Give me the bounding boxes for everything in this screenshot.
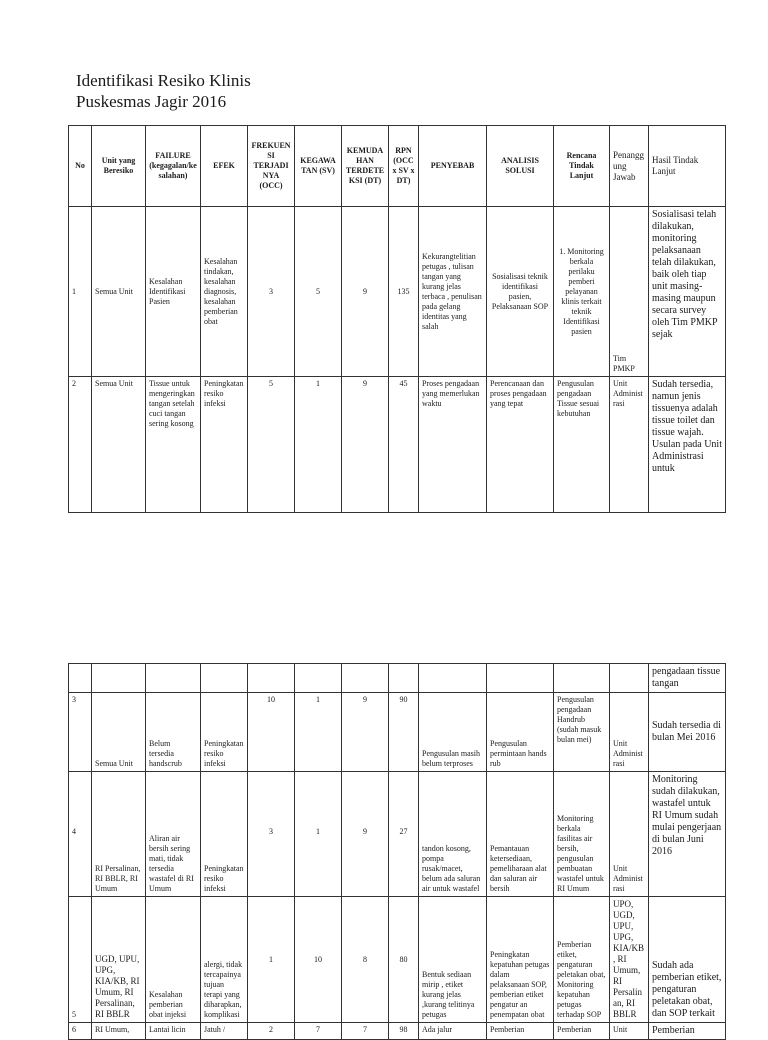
cell-occ: 3: [248, 772, 295, 897]
cell-dt: 9: [342, 207, 389, 377]
cell-analisis: Sosialisasi teknik identifikasi pasien, Pelaksanaan SOP: [487, 207, 554, 377]
cell-hasil: pengadaan tissue tangan: [649, 664, 726, 693]
header-no: No: [69, 126, 92, 207]
cell-analisis: Pemberian: [487, 1023, 554, 1040]
header-efek: EFEK: [201, 126, 248, 207]
cell-failure: Kesalahan pemberian obat injeksi: [146, 897, 201, 1023]
cell-unit: RI Umum,: [92, 1023, 146, 1040]
cell-efek: alergi, tidak tercapainya tujuan terapi yang diharapkan, komplikasi: [201, 897, 248, 1023]
header-rencana: Rencana Tindak Lanjut: [554, 126, 610, 207]
cell-unit: Semua Unit: [92, 207, 146, 377]
cell-no: 6: [69, 1023, 92, 1040]
cell-sv: 5: [295, 207, 342, 377]
cell-occ: 2: [248, 1023, 295, 1040]
table-row: [69, 693, 726, 772]
header-penyebab: PENYEBAB: [419, 126, 487, 207]
cell-sv: 10: [295, 897, 342, 1023]
cell-hasil: Sudah ada pemberian etiket, pengaturan peletakan obat, dan SOP terkait: [649, 897, 726, 1023]
cell-sv: 7: [295, 1023, 342, 1040]
cell-rpn: 80: [389, 897, 419, 1023]
table-row: [69, 772, 726, 897]
header-rpn: RPN (OCC x SV x DT): [389, 126, 419, 207]
cell-rpn: 135: [389, 207, 419, 377]
cell-penanggung: Unit Administrasi: [610, 377, 649, 513]
cell-failure: Lantai licin: [146, 1023, 201, 1040]
cell-rpn: 27: [389, 772, 419, 897]
cell-penanggung: Unit Administrasi: [610, 693, 649, 772]
header-failure: FAILURE (kegagalan/kesalahan): [146, 126, 201, 207]
cell-failure: Belum tersedia handscrub: [146, 693, 201, 772]
cell-dt: 7: [342, 1023, 389, 1040]
cell-penyebab: Proses pengadaan yang memerlukan waktu: [419, 377, 487, 513]
cell-penyebab: tandon kosong, pompa rusak/macet, belum ada saluran air untuk wastafel: [419, 772, 487, 897]
cell-dt: 8: [342, 897, 389, 1023]
table-row: [69, 377, 726, 513]
cell-rencana: Pengusulan pengadaan Handrub (sudah masuk bulan mei): [554, 693, 610, 772]
cell-penyebab: Ada jalur: [419, 1023, 487, 1040]
cell-dt: 9: [342, 772, 389, 897]
cell-analisis: Perencanaan dan proses pengadaan yang tepat: [487, 377, 554, 513]
page-title: [76, 70, 251, 112]
table-row: [69, 1023, 726, 1040]
cell-efek: Jatuh /: [201, 1023, 248, 1040]
cell-no: 2: [69, 377, 92, 513]
cell-failure: Kesalahan Identifikasi Pasien: [146, 207, 201, 377]
cell-unit: Semua Unit: [92, 693, 146, 772]
cell-no: 1: [69, 207, 92, 377]
cell-no: 5: [69, 897, 92, 1023]
cell-efek: Peningkatan resiko infeksi: [201, 377, 248, 513]
cell-rencana: Monitoring berkala fasilitas air bersih, pengusulan pembuatan wastafel untuk RI Umum: [554, 772, 610, 897]
cell-occ: 5: [248, 377, 295, 513]
cell-penyebab: Kekurangtelitian petugas , tulisan tangan yang kurang jelas terbaca , penulisan pada gelang identitas yang salah: [419, 207, 487, 377]
cell-analisis: Pengusulan permintaan hands rub: [487, 693, 554, 772]
table-header-row: [69, 126, 726, 207]
cell-hasil: Pemberian: [649, 1023, 726, 1040]
cell-dt: 9: [342, 377, 389, 513]
cell-efek: Peningkatan resiko infeksi: [201, 772, 248, 897]
cell-penyebab: Pengusulan masih belum terproses: [419, 693, 487, 772]
header-kegawatan: KEGAWATAN (SV): [295, 126, 342, 207]
cell-sv: 1: [295, 377, 342, 513]
cell-occ: 3: [248, 207, 295, 377]
risk-table-part-2: [68, 663, 726, 1040]
cell-rencana: Pemberian etiket, pengaturan peletakan obat, Monitoring kepatuhan petugas terhadap SOP: [554, 897, 610, 1023]
cell-occ: 1: [248, 897, 295, 1023]
cell-analisis: Peningkatan kepatuhan petugas dalam pelaksanaan SOP, pemberian etiket pengatur an penempatan obat: [487, 897, 554, 1023]
cell-hasil: Sosialisasi telah dilakukan, monitoring pelaksanaan telah dilakukan, baik oleh tiap unit masing-masing maupun secara survey oleh Tim PMKP sejak: [649, 207, 726, 377]
cell-rpn: 98: [389, 1023, 419, 1040]
cell-unit: UGD, UPU, UPG, KIA/KB, RI Umum, RI Persalinan, RI BBLR: [92, 897, 146, 1023]
cell-no: 4: [69, 772, 92, 897]
cell-penanggung: Tim PMKP: [610, 207, 649, 377]
cell-rencana: 1. Monitoring berkala perilaku pemberi pelayanan klinis terkait teknik Identifikasi pasien: [554, 207, 610, 377]
cell-failure: Aliran air bersih sering mati, tidak tersedia wastafel di RI Umum: [146, 772, 201, 897]
cell-penanggung: Unit Administrasi: [610, 772, 649, 897]
cell-unit: Semua Unit: [92, 377, 146, 513]
table-row: [69, 664, 726, 693]
cell-rpn: 90: [389, 693, 419, 772]
cell-penanggung: UPO, UGD, UPU, UPG, KIA/KB, RI Umum, RI Persalinan, RI BBLR: [610, 897, 649, 1023]
cell-hasil: Sudah tersedia, namun jenis tissuenya adalah tissue toilet dan tissue wajah. Usulan pada Unit Administrasi untuk: [649, 377, 726, 513]
header-frekuensi: FREKUENSI TERJADINYA (OCC): [248, 126, 295, 207]
cell-sv: 1: [295, 693, 342, 772]
cell-efek: Peningkatan resiko infeksi: [201, 693, 248, 772]
header-analisis: ANALISIS SOLUSI: [487, 126, 554, 207]
cell-rencana: Pemberian: [554, 1023, 610, 1040]
table-row: [69, 207, 726, 377]
title-line-2: Puskesmas Jagir 2016: [76, 92, 227, 111]
cell-unit: RI Persalinan, RI BBLR, RI Umum: [92, 772, 146, 897]
cell-rencana: Pengusulan pengadaan Tissue sesuai kebutuhan: [554, 377, 610, 513]
header-kemudahan: KEMUDAHAN TERDETEKSI (DT): [342, 126, 389, 207]
cell-penyebab: Bentuk sediaan mirip , etiket kurang jelas ,kurang telitinya petugas: [419, 897, 487, 1023]
cell-hasil: Sudah tersedia di bulan Mei 2016: [649, 693, 726, 772]
header-unit: Unit yang Beresiko: [92, 126, 146, 207]
cell-rpn: 45: [389, 377, 419, 513]
cell-sv: 1: [295, 772, 342, 897]
cell-penanggung: Unit: [610, 1023, 649, 1040]
cell-analisis: Pemantauan ketersediaan, pemeliharaan alat dan saluran air bersih: [487, 772, 554, 897]
cell-dt: 9: [342, 693, 389, 772]
table-row: [69, 897, 726, 1023]
cell-hasil: Monitoring sudah dilakukan, wastafel untuk RI Umum sudah mulai pengerjaan di bulan Juni 2016: [649, 772, 726, 897]
risk-table-part-1: [68, 125, 726, 513]
cell-efek: Kesalahan tindakan, kesalahan diagnosis, kesalahan pemberian obat: [201, 207, 248, 377]
cell-no: 3: [69, 693, 92, 772]
cell-occ: 10: [248, 693, 295, 772]
cell-failure: Tissue untuk mengeringkan tangan setelah cuci tangan sering kosong: [146, 377, 201, 513]
title-line-1: Identifikasi Resiko Klinis: [76, 71, 251, 90]
header-penanggung: Penanggung Jawab: [610, 126, 649, 207]
header-hasil: Hasil Tindak Lanjut: [649, 126, 726, 207]
